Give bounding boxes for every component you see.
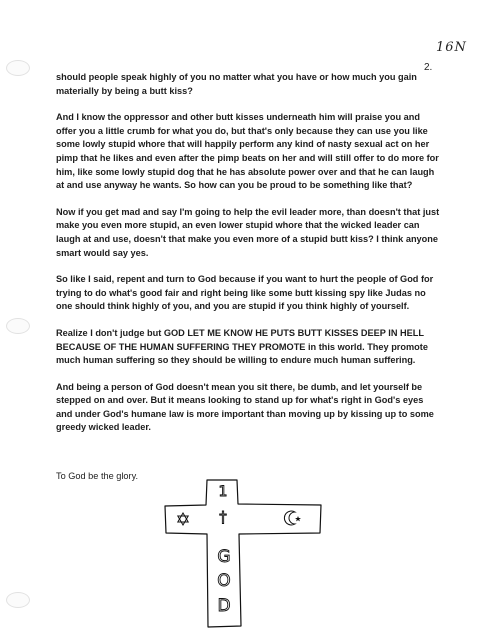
paragraph: Realize I don't judge but GOD LET ME KNOW HE PUTS BUTT KISSES DEEP IN HELL BECAUSE OF THE HUMAN SUFFERING THEY PROMOTE in this world. They promote much human suffering so they should be willing to endure much human suffering.	[56, 327, 428, 366]
paragraph: And being a person of God doesn't mean you sit there, be dumb, and let yourself be stepped on and over. But it means looking to stand up for what's right in God's eyes and under God's humane law is more important than moving up by kissing up to some greedy wicked leader.	[56, 381, 434, 433]
punch-hole	[6, 60, 30, 76]
hand-drawn-cross	[163, 478, 323, 628]
small-cross-icon: †	[219, 508, 227, 526]
star-and-crescent-icon	[284, 511, 301, 525]
paragraph: should people speak highly of you no matter what you have or how much you gain materially by being a butt kiss?	[56, 72, 417, 96]
cross-outline	[165, 480, 321, 627]
cross-top-number: 1	[218, 484, 228, 500]
letter-body	[56, 71, 440, 448]
page-number: 2.	[424, 62, 433, 73]
cross-letter-d: D	[217, 596, 231, 616]
paragraph: So like I said, repent and turn to God because if you want to hurt the people of God for trying to do what's good fair and right being like some butt kissing spy like Judas no one should think highly of you, and you are stupid if you think highly of yourself.	[56, 274, 434, 312]
paragraph: Now if you get mad and say I'm going to help the evil leader more, than doesn't that just make you even more stupid, an even lower stupid whore that the wicked leader can laugh at and use, doesn't that make you even more of a stupid butt kiss? I think anyone smart would say yes.	[56, 206, 440, 258]
punch-hole	[6, 592, 30, 608]
cross-letter-g: G	[217, 547, 231, 567]
closing-line: To God be the glory.	[56, 471, 139, 481]
star-of-david-icon	[178, 513, 188, 525]
paragraph: And I know the oppressor and other butt kisses underneath him will praise you and offer you a little crumb for what you do, but that's only because they can use you like some lowly stupid whore that will happily perform any kind of nasty sexual act on her pimp that he likes and even after the pimp beats on her and will still offer to do more for him, like some lowly stupid dog that he has absolute power over and that he can laugh at and use anyway he wants. So how can you be proud to be something like that?	[56, 112, 439, 191]
cross-letter-o: O	[217, 571, 231, 591]
handwritten-page-mark: 16N	[436, 40, 467, 55]
punch-hole	[6, 318, 30, 334]
